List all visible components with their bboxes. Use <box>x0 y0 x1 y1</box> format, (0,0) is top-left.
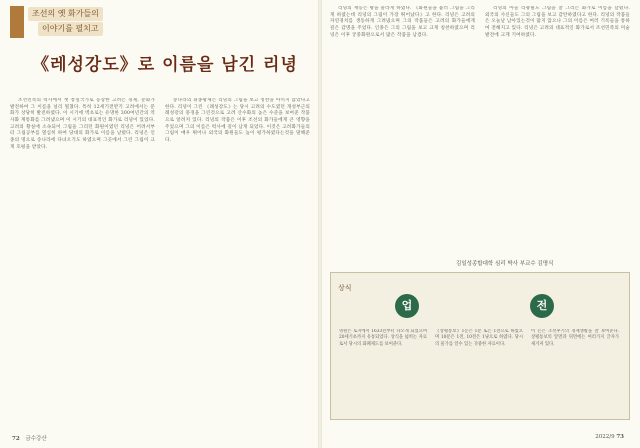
article-paragraph: 리녕의 아들 리광필도 그림을 잘 그리는 화가로 이름을 날렸다. 외국의 사신들도 그의 그림을 보고 감탄하였다고 한다. 리녕의 작품들은 오늘날 남아있는것이 많지 않으나 그의 이름은 여러 기록들을 통하여 전해지고 있다. 리녕은 고려의 대표적인 화가로서 조선민족의 미술발전에 크게 기여하였다. <box>485 6 630 38</box>
article-column-4 <box>485 6 630 254</box>
page-number-right: 73 <box>616 434 624 440</box>
footer-right <box>595 434 628 440</box>
sidebar-column: 이 돈은 조선후기의 경제생활을 잘 보여준다. 상평통보의 앞면과 뒤면에는 여러가지 글자가 새겨져 있다. <box>531 329 619 347</box>
sidebar-label: 상식 <box>338 284 352 292</box>
article-paragraph: 리녕의 재능은 왕을 놀라게 하였다. 《화원들을 불러 그림을 그리게 하였는데 리녕의 그림이 가장 뛰어났다》고 한다. 리녕은 고려의 자연경치를 생동하게 그려냈으며 그의 작품들은 고려의 화가들에게 깊은 감명을 주었다. 인종은 그의 그림을 보고 크게 칭찬하였으며 리녕은 이후 궁중화원으로서 많은 작품을 남겼다. <box>330 6 475 38</box>
author-byline: 김일성종합대학 심리 박사 부교수 김명식 <box>456 261 554 267</box>
series-label-2: 이야기를 펼치고 <box>38 22 103 36</box>
article-column-2 <box>165 98 310 428</box>
series-tag <box>10 6 24 38</box>
sidebar-column: 《상평통보》1문은 1푼 또는 1전으로 하였으며 10푼은 1전, 10전은 1냥으로 하였다. 당시의 물가를 알수 있는 귀중한 자료이다. <box>435 329 523 347</box>
footer-left <box>12 434 47 442</box>
sidebar-column: 영원은 토지에서 1633년부터 나오게 되었으며 20세기초까지 유통되었다. 상식을 넓히는 자료로서 당시의 화폐제도를 보여준다. <box>339 329 427 347</box>
article-paragraph: 조선민족의 력사에서 첫 통일국가로 등장한 고려는 경제, 문화가 발전하여 그 이름을 널리 떨쳤다. 특히 12세기전반기 고려에서는 문화가 상당히 발전하였다. 이 시기에 벽초로는 유명한 300여년간의 역사화 계통화를 그려냈으며 이 시기의 대표적인 화가로 리녕이 있었다. 고려의 황실에 소속되어 그림을 그리던 화원이였던 리녕은 어려서부터 그림공부를 열심히 하여 당대의 화가로 이름을 날렸다. 리녕은 인종의 명으로 송나라에 다녀오기도 하였으며 그곳에서 그린 그림이 크게 호평을 받았다. <box>10 98 155 150</box>
sidebar-badge: 전 <box>530 294 554 318</box>
article-column-1 <box>10 98 155 428</box>
sidebar-badge: 업 <box>395 294 419 318</box>
page-fold <box>318 0 322 448</box>
sidebar-box <box>330 272 630 420</box>
article-title: 《레성강도》로 이름을 남긴 리녕 <box>32 55 298 75</box>
magazine-name: 금수강산 <box>25 436 47 442</box>
issue-date: 2022/9 <box>595 434 615 440</box>
series-label-1: 조선의 옛 화가들의 <box>28 7 103 21</box>
page-number-left: 72 <box>12 436 20 442</box>
article-column-3 <box>330 6 475 254</box>
article-paragraph: 송나라의 휘종황제는 리녕의 그림을 보고 칭찬을 아끼지 않았다고 한다. 리녕이 그린 《례성강도》는 당시 고려의 수도였던 개성부근의 례성강의 풍경을 그린것으로 고려 산수화의 높은 수준을 보여준 작품으로 알려져 있다. 리녕의 작품은 이후 조선의 화가들에게 큰 영향을 주었으며 그의 이름은 력사에 길이 남게 되었다. 이것은 고려화가들의 그림이 매우 뛰어나 외국의 화원들도 높이 평가하였다는것을 말해준다. <box>165 98 310 143</box>
series-header <box>10 6 130 38</box>
